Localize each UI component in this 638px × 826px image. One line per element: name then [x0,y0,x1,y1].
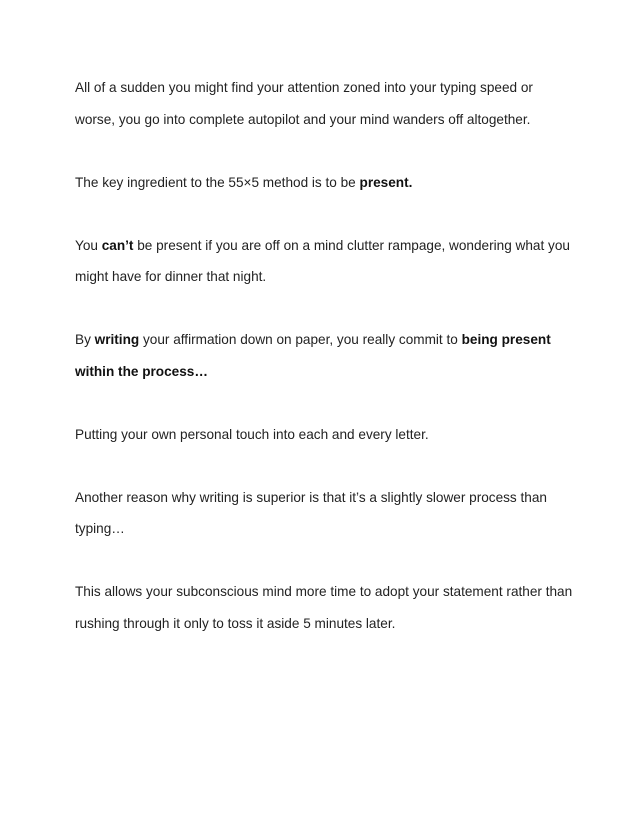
document-body [75,72,575,639]
paragraph-key-ingredient [75,167,575,199]
paragraph-text: By [75,332,95,347]
paragraph-text: Putting your own personal touch into each and every letter. [75,426,429,442]
paragraph-subconscious [75,576,575,639]
paragraph-cant-be-present [75,230,575,293]
paragraph-autopilot [75,72,575,135]
emphasis-cant: can’t [101,237,134,253]
paragraph-by-writing [75,324,575,387]
paragraph-text: your affirmation down on paper, you really commit to [139,332,462,347]
paragraph-text: You [75,237,102,253]
paragraph-text: be present if you are off on a mind clutter rampage, wondering what you might have for dinner that night. [75,237,570,284]
paragraph-another-reason [75,482,575,545]
emphasis-present: present. [359,174,413,190]
emphasis-being-present: being present within the process… [75,332,551,379]
paragraph-text: The key ingredient to the 55×5 method is to be [75,174,360,190]
paragraph-text: Another reason why writing is superior is that it’s a slightly slower process than typing… [75,489,547,536]
paragraph-personal-touch [75,419,575,451]
paragraph-text: This allows your subconscious mind more time to adopt your statement rather than rushing through it only to toss it aside 5 minutes later. [75,584,573,631]
emphasis-writing: writing [94,332,140,347]
paragraph-text: All of a sudden you might find your attention zoned into your typing speed or worse, you go into complete autopilot and your mind wanders off altogether. [75,80,533,127]
